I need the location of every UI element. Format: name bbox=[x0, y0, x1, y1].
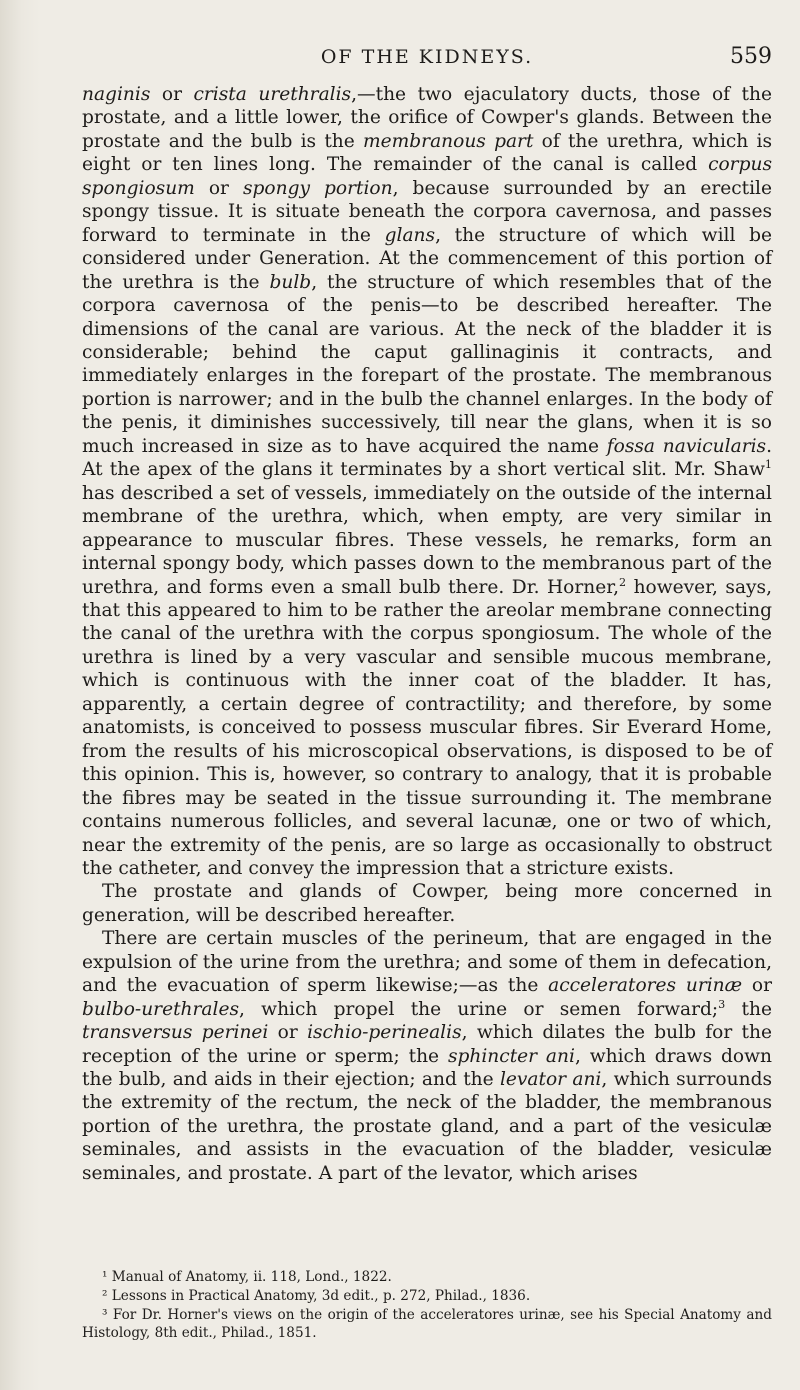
paragraph-prostate: The prostate and glands of Cowper, being more concerned in generation, will be described hereafter. bbox=[82, 881, 772, 926]
italic-term: glans bbox=[384, 224, 436, 246]
main-text bbox=[82, 83, 772, 1185]
text-run: There are certain muscles of the perineum, that are engaged in the expulsion of the urine from the urethra; and some of them in defecation, and the evacuation of sperm likewise;—as the bbox=[82, 928, 772, 997]
page-header bbox=[82, 42, 772, 72]
italic-term: crista urethralis bbox=[193, 84, 352, 105]
footnote-ref: 2 bbox=[618, 575, 627, 589]
italic-term: ischio-perinealis bbox=[307, 1022, 462, 1044]
footnote-mark: ² bbox=[102, 1287, 108, 1304]
text-run: . At the apex of the glans it terminates by a short vertical slit. Mr. Shaw bbox=[82, 435, 772, 481]
text-run: the bbox=[725, 998, 772, 1020]
footnote-mark: ³ bbox=[102, 1306, 108, 1323]
italic-term: acceleratores urinæ bbox=[548, 975, 743, 997]
text-run: , because surrounded by an erectile spongy tissue. It is situate beneath the corpora cavernosa, and passes forward to terminate in the bbox=[82, 177, 772, 246]
text-run: of the urethra, which is eight or ten lines long. The remainder of the canal is called bbox=[82, 130, 772, 176]
footnote-text: Manual of Anatomy, ii. 118, Lond., 1822. bbox=[107, 1269, 392, 1285]
italic-term: transversus perinei bbox=[82, 1022, 269, 1044]
footnote-text: For Dr. Horner's views on the origin of the acceleratores urinæ, see his Special Anatomy and Histology, 8th edit., Philad., 1851. bbox=[82, 1306, 772, 1342]
page-number: 559 bbox=[730, 44, 772, 69]
text-run: , which surrounds the extremity of the rectum, the neck of the bladder, the membranous portion of the urethra, the prostate gland, and a part of the vesiculæ seminales, and assists in the evacuation of the bladder, vesiculæ seminales, and prostate. A part of the levator, which arises bbox=[82, 1069, 773, 1184]
text-run: , which propel the urine or semen forward; bbox=[239, 998, 719, 1020]
italic-term: naginis bbox=[82, 84, 151, 105]
running-head: OF THE KIDNEYS. bbox=[320, 46, 534, 68]
footnote-ref: 3 bbox=[718, 997, 726, 1011]
text-run: , which dilates the bulb for the reception of the urine or sperm; the bbox=[82, 1022, 773, 1067]
footnote-mark: ¹ bbox=[102, 1269, 108, 1285]
text-run: or bbox=[194, 177, 243, 199]
italic-term: levator ani bbox=[499, 1069, 602, 1091]
italic-term: spongy portion bbox=[242, 177, 393, 199]
text-run: , which draws down the bulb, and aids in their ejection; and the bbox=[82, 1045, 772, 1091]
footnote-ref: 1 bbox=[764, 458, 772, 472]
italic-term: membranous part bbox=[363, 130, 534, 152]
text-run: or bbox=[268, 1022, 308, 1044]
italic-term: fossa navicularis bbox=[606, 435, 767, 457]
footnote-3 bbox=[82, 1306, 772, 1344]
footnotes bbox=[82, 1268, 772, 1343]
footnote-text: Lessons in Practical Anatomy, 3d edit., p. 272, Philad., 1836. bbox=[107, 1287, 531, 1304]
paragraph-urethra bbox=[82, 83, 772, 880]
footnote-2 bbox=[82, 1287, 772, 1306]
text-run: however, says, that this appeared to him to be rather the areolar membrane connecting the canal of the urethra with the corpus spongiosum. The whole of the urethra is lined by a very vascular and sensible mucous membrane, which is continuous with the inner coat of the bladder. It has, apparently, a certain degree of contractility; and therefore, by some anatomists, is conceived to possess muscular fibres. Sir Everard Home, from the results of his microscopical observations, is disposed to be of this opinion. This is, however, so contrary to analogy, that it is probable the fibres may be seated in the tissue surrounding it. The membrane contains numerous follicles, and several lacunæ, one or two of which, near the extremity of the penis, are so large as occasionally to obstruct the catheter, and convey the impression that a stricture exists. bbox=[82, 576, 772, 879]
italic-term: bulbo-urethrales bbox=[82, 998, 239, 1020]
paragraph-perineum-muscles bbox=[82, 927, 772, 1185]
text-run: has described a set of vessels, immediately on the outside of the internal membrane of the urethra, which, when empty, are very similar in appearance to muscular fibres. These vessels, he remarks, form an internal spongy body, which passes down to the membranous part of the urethra, and forms even a small bulb there. Dr. Horner, bbox=[82, 482, 772, 598]
italic-term: sphincter ani bbox=[447, 1045, 575, 1067]
text-run: or bbox=[150, 84, 194, 105]
text-run: , the structure of which resembles that of the corpora cavernosa of the penis—to be described hereafter. The dimensions of the canal are various. At the neck of the bladder it is considerable; behind the caput gallinaginis it contracts, and immediately enlarges in the forepart of the prostate. The membranous portion is narrower; and in the bulb the channel enlarges. In the body of the penis, it diminishes successively, till near the glans, when it is so much increased in size as to have acquired the name bbox=[82, 271, 773, 457]
text-run: , the structure of which will be considered under Generation. At the commencement of this portion of the urethra is the bbox=[82, 224, 773, 293]
footnote-1 bbox=[82, 1268, 772, 1287]
italic-term: corpus spongiosum bbox=[82, 154, 772, 199]
text-run: ,—the two ejaculatory ducts, those of the prostate, and a little lower, the orifice of Cowper's glands. Between the prostate and the bulb is the bbox=[82, 84, 773, 152]
text-run: or bbox=[742, 975, 772, 997]
italic-term: bulb bbox=[269, 271, 312, 293]
